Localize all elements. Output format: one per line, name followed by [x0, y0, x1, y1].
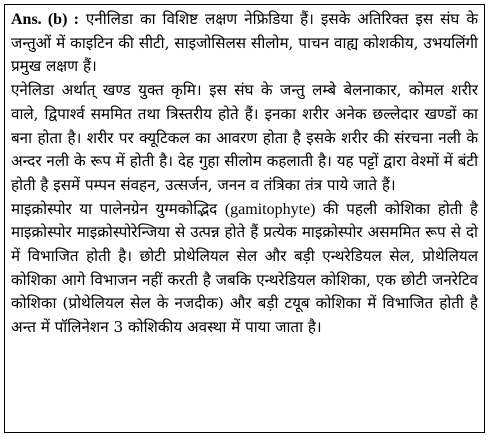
answer-paragraph-3 — [11, 198, 478, 340]
answer-label: Ans. (b) : — [11, 11, 79, 28]
answer-paragraph-1 — [11, 8, 478, 79]
gametophyte-term: (gamitophyte) — [224, 200, 316, 218]
answer-paragraph-2: एनेलिडा अर्थात् खण्ड युक्त कृमि। इस संघ के जन्तु लम्बे बेलनाकार, कोमल शरीर वाले, द्विपार्श्व सममित तथा त्रिस्तरीय होते हैं। इनका शरीर अनेक छल्लेदार खण्डों का बना होता है। शरीर पर क्यूटिकल का आवरण होता है इसके शरीर की संरचना नली के अन्दर नली के रूप में होती है। देह गुहा सीलोम कहलाती है। यह पट्टों द्वारा वेश्मों में बंटी होती है इसमें पम्पन संवहन, उत्सर्जन, जनन व तंत्रिका तंत्र पाये जाते हैं। — [11, 81, 478, 194]
answer-text-3b: की पहली कोशिका होती है माइक्रोस्पोर माइक्रोस्पोरेन्जिया से उत्पन्न होते हैं प्रत्येक माइक्रोस्पोर असममित रूप से दो में विभाजित होती है। छोटी प्रोथेलियल सेल और बड़ी एन्थरेडियल सेल, प्रोथेलियल कोशिका आगे विभाजन नहीं करती है जबकि एन्थरेडियल कोशिका, एक छोटी जनरेटिव कोशिका (प्रोथेलियल सेल के नजदीक) और बड़ी टयूब कोशिका में विभाजित होती है अन्त में पॉलिनेशन 3 कोशिकीय अवस्था में पाया जाता है। — [11, 199, 478, 337]
answer-text-3a: माइक्रोस्पोर या पालेनग्रेन युग्मकोद्भिद — [11, 199, 218, 218]
answer-text-1: एनीलिडा का विशिष्ट लक्षण नेफ्रिडिया हैं। इसके अतिरिक्त इस संघ के जन्तुओं में काइटिन की सीटी, साइजोसिलस सीलोम, पाचन वाह्य कोशकीय, उभयलिंगी प्रमुख लक्षण हैं। — [11, 10, 479, 76]
answer-box — [4, 4, 485, 433]
